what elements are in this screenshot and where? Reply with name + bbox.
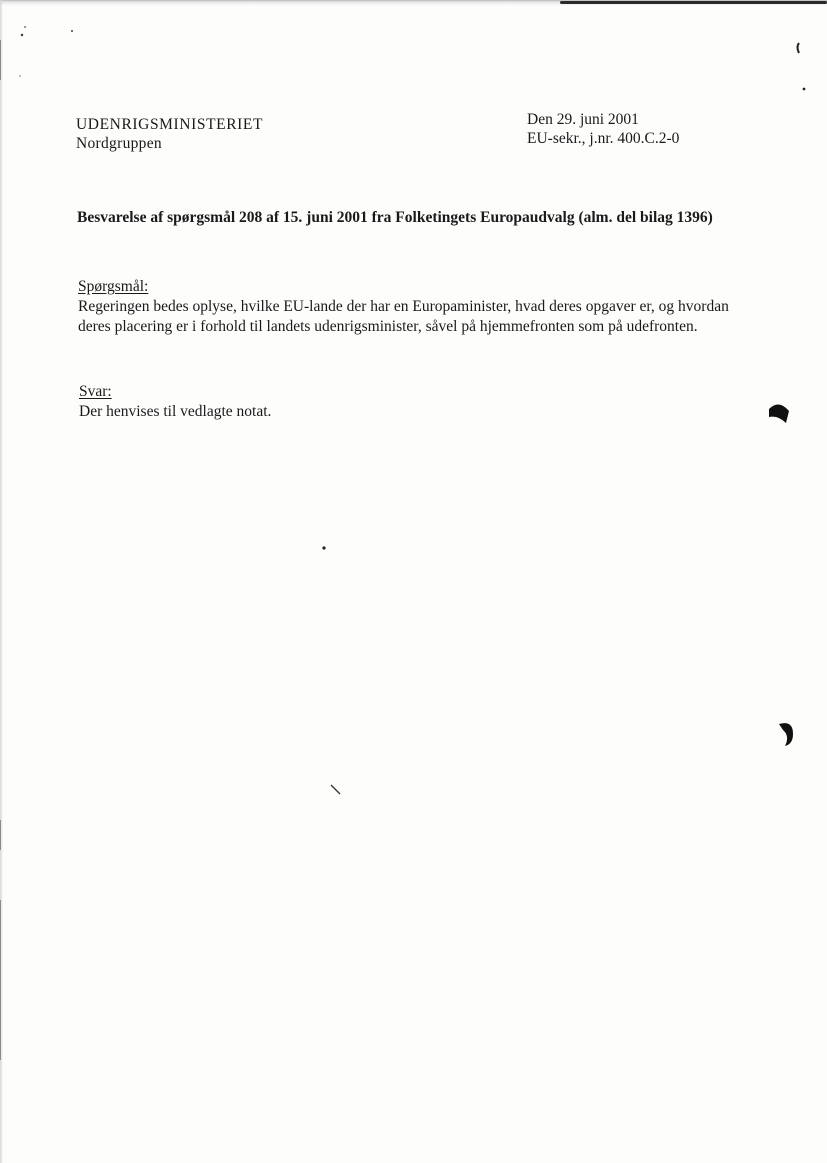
ministry-name: UDENRIGSMINISTERIET <box>76 116 264 133</box>
question-label: Spørgsmål: <box>78 278 149 295</box>
reference-number: EU-sekr., j.nr. 400.C.2-0 <box>527 130 680 147</box>
document-date: Den 29. juni 2001 <box>527 111 639 128</box>
answer-section <box>79 382 679 422</box>
question-text: Regeringen bedes oplyse, hvilke EU-lande der har en Europaminister, hvad deres opgaver er, og hvordan deres placering er i forhold til landets udenrigsminister, såvel på hjemmefronten som på udefronten. <box>78 298 729 335</box>
question-section <box>78 277 738 337</box>
department-name: Nordgruppen <box>76 135 162 152</box>
ministry-header <box>76 115 263 153</box>
answer-text: Der henvises til vedlagte notat. <box>79 403 272 420</box>
answer-label: Svar: <box>79 383 112 400</box>
document-meta <box>527 110 679 148</box>
document-subject: Besvarelse af spørgsmål 208 af 15. juni 2001 fra Folketingets Europaudvalg (alm. del bilag 1396) <box>77 209 713 226</box>
